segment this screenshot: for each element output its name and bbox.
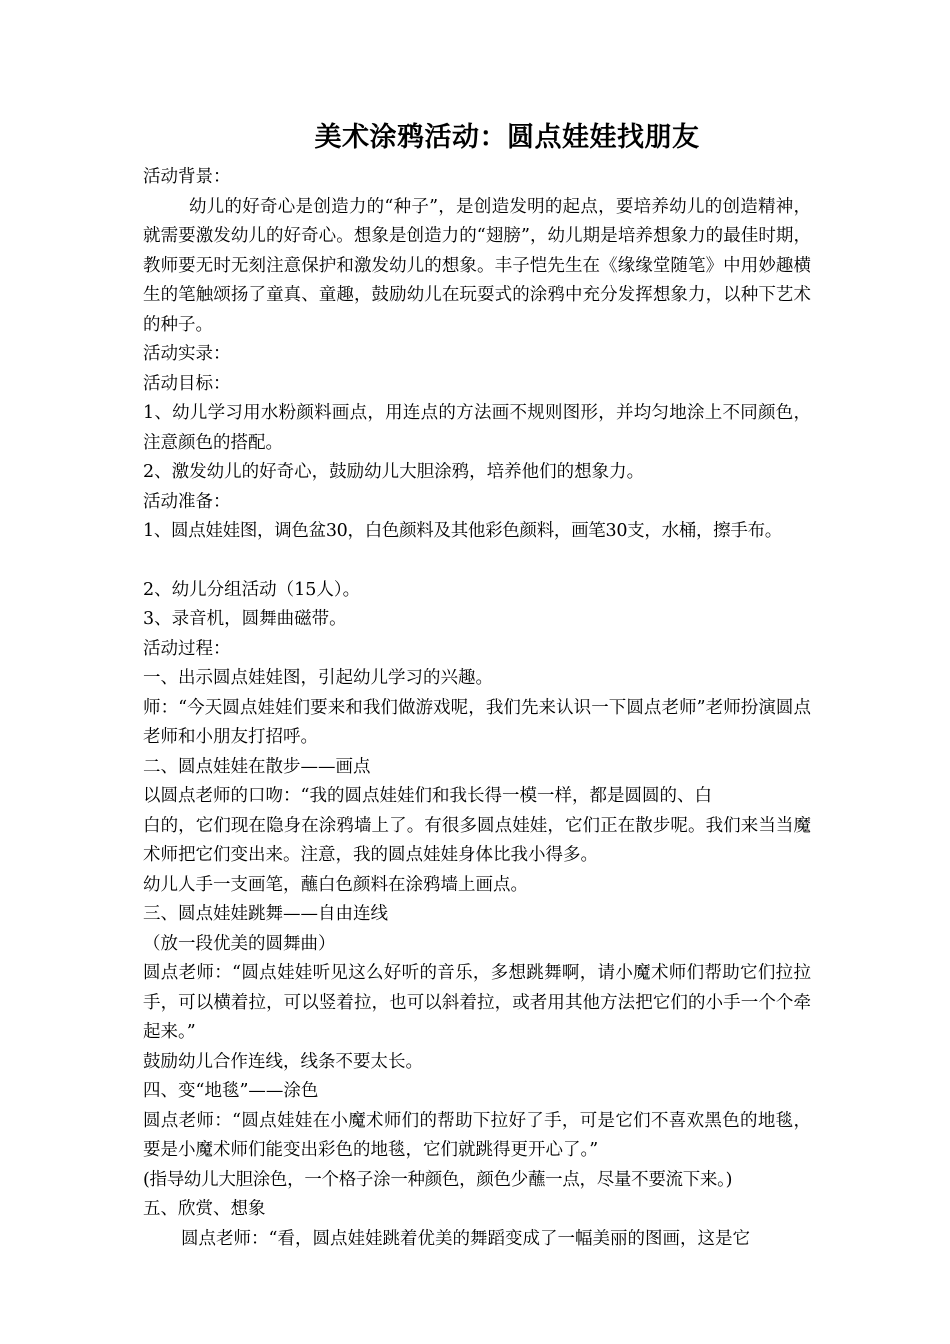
process-step-3: 三、圆点娃娃跳舞——自由连线 <box>143 904 388 924</box>
process-step-4-instruction: (指导幼儿大胆涂色，一个格子涂一种颜色，颜色少蘸一点，尽量不要流下来。) <box>143 1169 733 1190</box>
preparation-item-3: 3、录音机，圆舞曲磁带。 <box>143 609 347 629</box>
preparation-item-1: 1、圆点娃娃图，调色盆30，白色颜料及其他彩色颜料，画笔30支，水桶，擦手布。 <box>143 521 782 541</box>
goal-item-2: 2、激发幼儿的好奇心，鼓励幼儿大胆涂鸦，培养他们的想象力。 <box>143 462 645 482</box>
process-step-4: 四、变“地毯”——涂色 <box>143 1081 319 1101</box>
document-body <box>143 163 811 1254</box>
goal-item-1: 1、幼儿学习用水粉颜料画点，用连点的方法画不规则图形，并均匀地涂上不同颜色，注意颜色的搭配。 <box>143 403 811 453</box>
process-step-5: 五、欣赏、想象 <box>143 1199 266 1219</box>
blank-line <box>143 547 811 576</box>
document-title: 美术涂鸦活动：圆点娃娃找朋友 <box>314 122 700 153</box>
background-paragraph: 幼儿的好奇心是创造力的“种子”，是创造发明的起点，要培养幼儿的创造精神，就需要激发幼儿的好奇心。想象是创造力的“翅膀”，幼儿期是培养想象力的最佳时期，教师要无时无刻注意保护和激发幼儿的想象。丰子恺先生在《缘缘堂随笔》中用妙趣横生的笔触颂扬了童真、童趣，鼓励幼儿在玩耍式的涂鸦中充分发挥想象力，以种下艺术的种子。 <box>143 196 811 335</box>
process-step-5-dialogue: 圆点老师：“看，圆点娃娃跳着优美的舞蹈变成了一幅美丽的图画，这是它 <box>181 1228 750 1249</box>
preparation-item-2: 2、幼儿分组活动（15人）。 <box>143 579 361 600</box>
section-heading-record: 活动实录： <box>143 344 231 364</box>
process-step-4-dialogue: 圆点老师：“圆点娃娃在小魔术师们的帮助下拉好了手，可是它们不喜欢黑色的地毯，要是小魔术师们能变出彩色的地毯，它们就跳得更开心了。” <box>143 1110 811 1160</box>
process-step-3-dialogue: 圆点老师：“圆点娃娃听见这么好听的音乐，多想跳舞啊，请小魔术师们帮助它们拉拉手，可以横着拉，可以竖着拉，也可以斜着拉，或者用其他方法把它们的小手一个个牵起来。” <box>143 963 811 1042</box>
process-step-3-instruction: 鼓励幼儿合作连线，线条不要太长。 <box>143 1051 423 1072</box>
section-heading-process: 活动过程： <box>143 638 231 659</box>
process-step-2-dialogue-a: 以圆点老师的口吻：“我的圆点娃娃们和我长得一模一样，都是圆圆的、白 <box>143 786 712 806</box>
process-step-2-instruction: 幼儿人手一支画笔，蘸白色颜料在涂鸦墙上画点。 <box>143 874 528 895</box>
section-heading-preparation: 活动准备： <box>143 491 231 512</box>
process-step-2-dialogue-b: 白的，它们现在隐身在涂鸦墙上了。有很多圆点娃娃，它们正在散步呢。我们来当当魔术师把它们变出来。注意，我的圆点娃娃身体比我小得多。 <box>143 815 811 865</box>
process-step-1: 一、出示圆点娃娃图，引起幼儿学习的兴趣。 <box>143 668 493 688</box>
section-heading-goals: 活动目标： <box>143 373 231 394</box>
section-heading-background: 活动背景： <box>143 167 231 187</box>
process-step-1-dialogue: 师：“今天圆点娃娃们要来和我们做游戏呢，我们先来认识一下圆点老师”老师扮演圆点老师和小朋友打招呼。 <box>143 697 811 747</box>
process-step-3-note: （放一段优美的圆舞曲） <box>143 933 336 954</box>
process-step-2: 二、圆点娃娃在散步——画点 <box>143 756 371 777</box>
